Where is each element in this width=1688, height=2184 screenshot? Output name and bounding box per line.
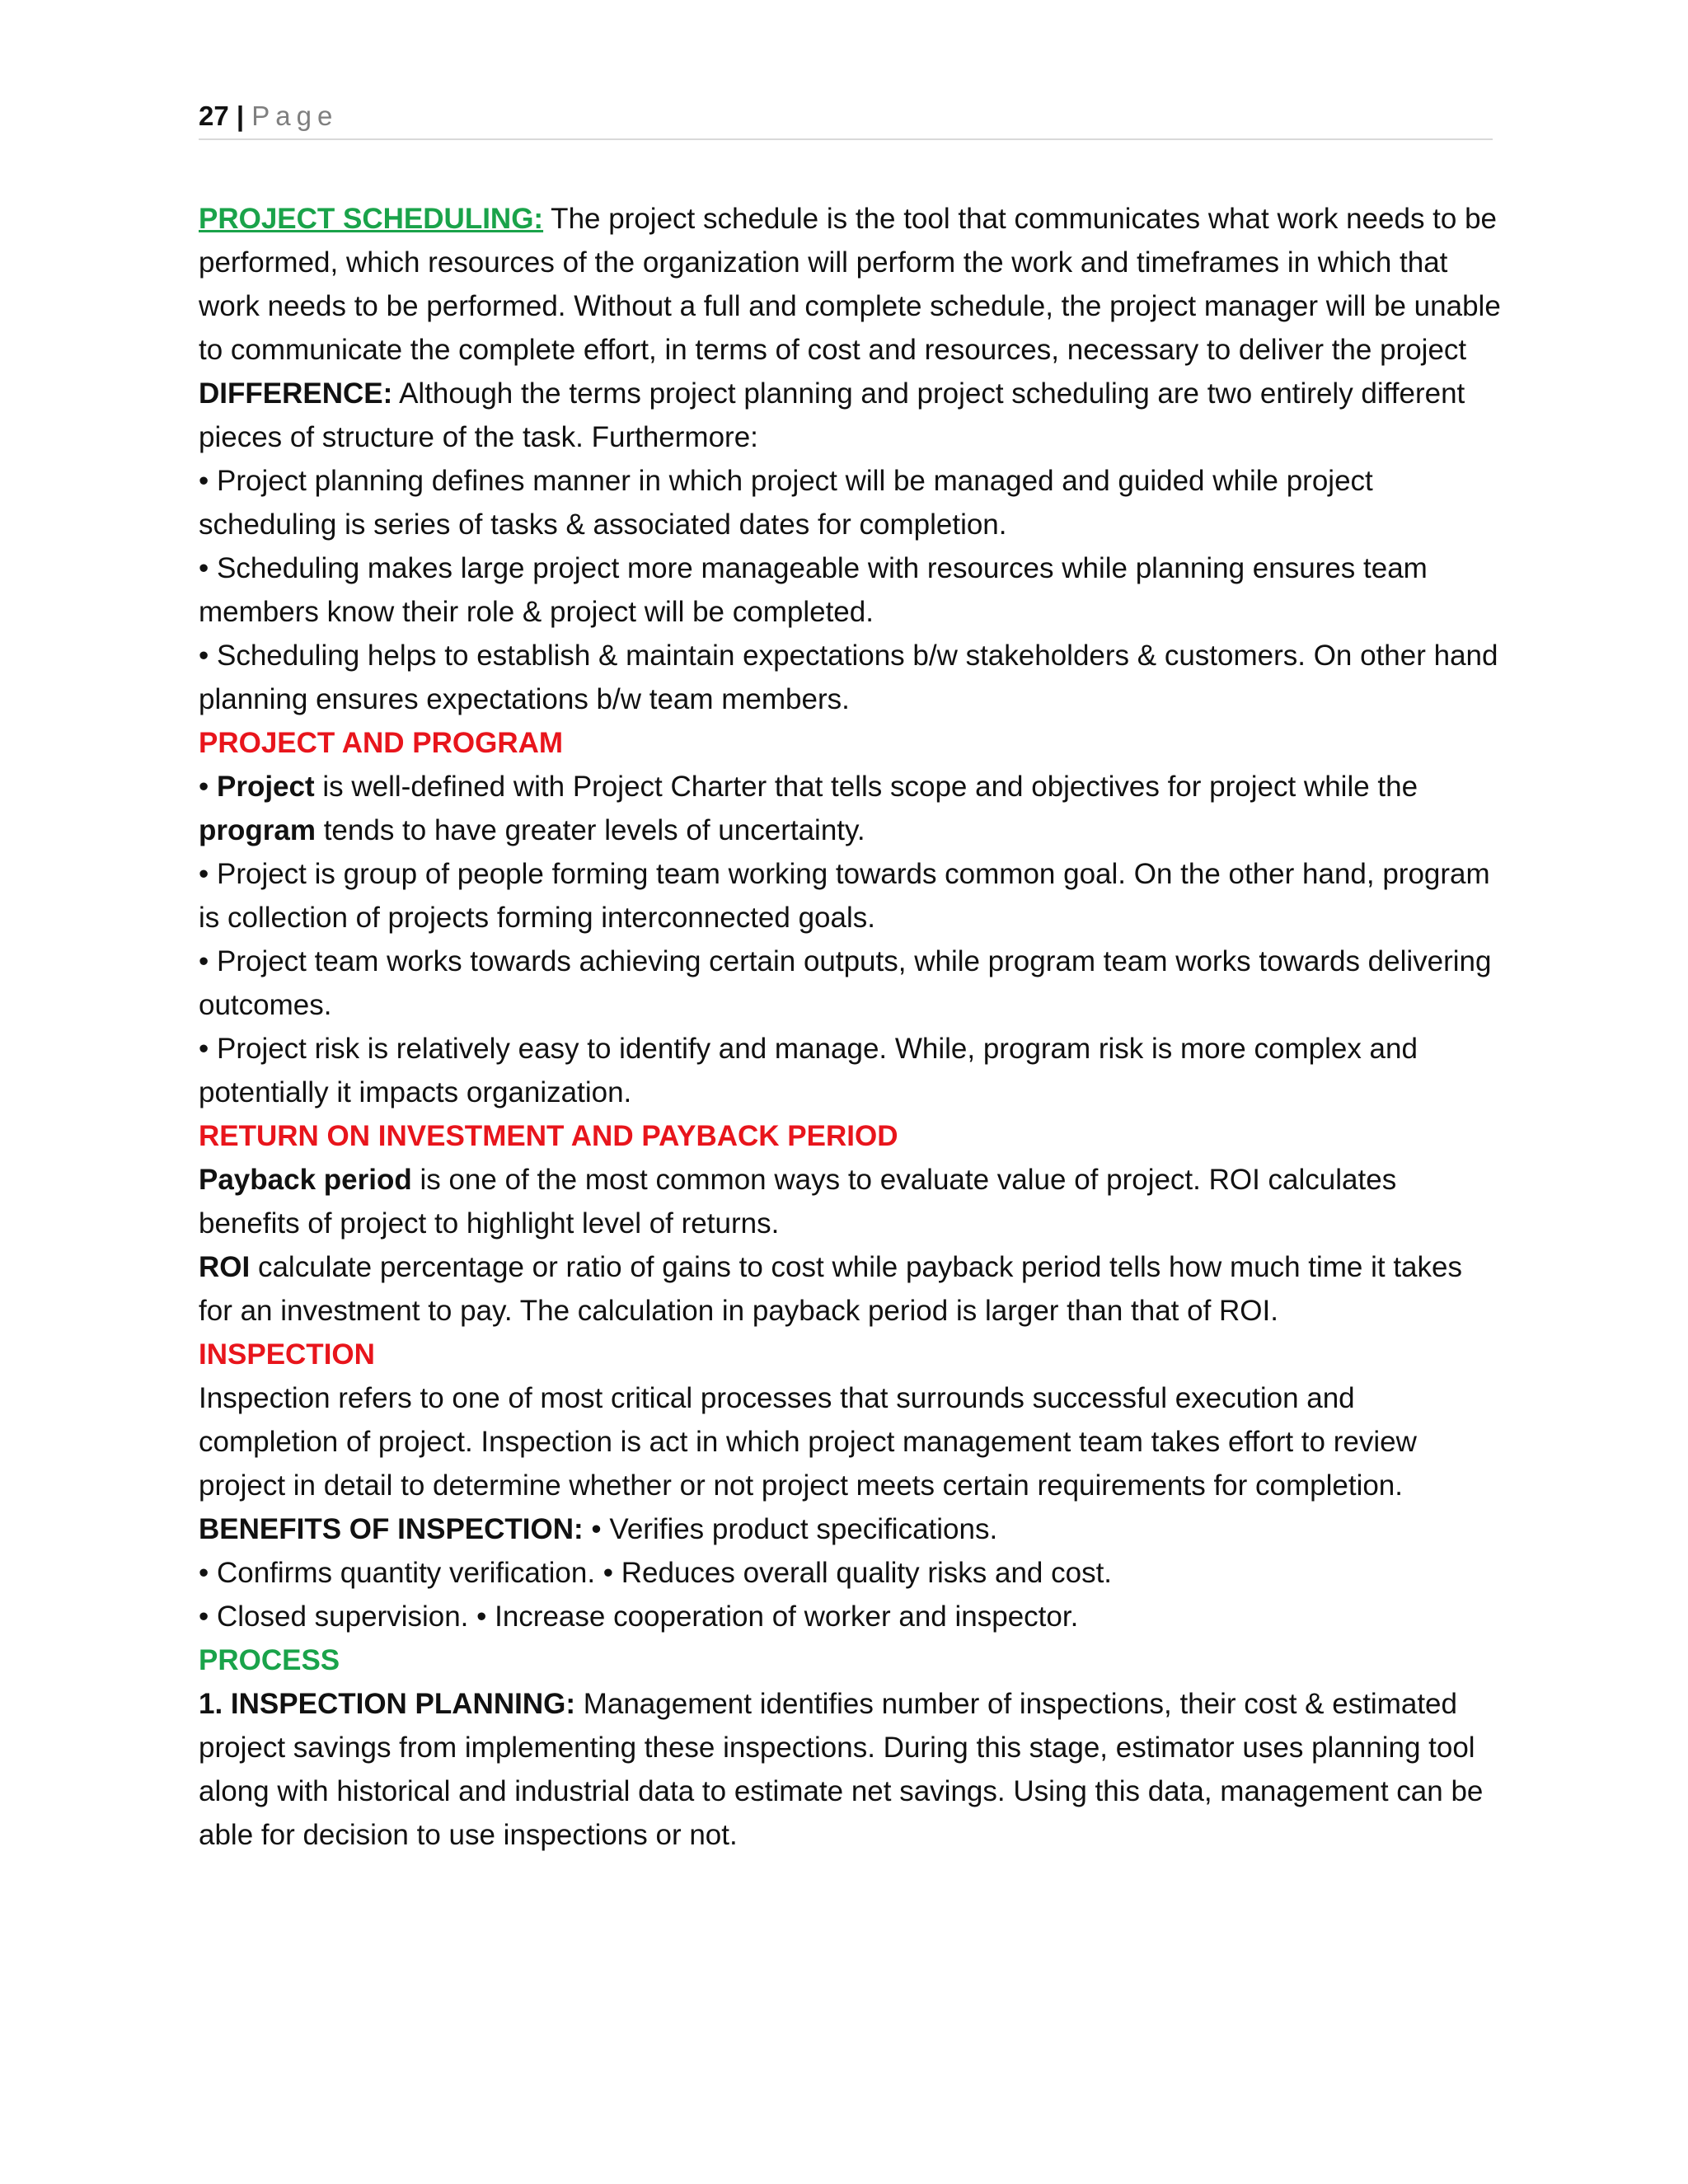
- roi-term: ROI: [199, 1251, 251, 1283]
- project-term: Project: [216, 771, 315, 803]
- scheduling-text: The project schedule is the tool that communicates what work needs to be performed, which resources of the organization will perform the work and timeframes in which that work needs to be performed. Without a full and complete schedule, the project manager will be unable to communicate the complete effort, in terms of cost and resources, necessary to deliver the project: [199, 203, 1501, 366]
- process-heading: PROCESS: [199, 1644, 340, 1676]
- benefits-text: • Verifies product specifications.: [583, 1513, 998, 1545]
- difference-bullet: • Project planning defines manner in which project will be managed and guided while project scheduling is series of tasks & associated dates for completion.: [199, 465, 1373, 541]
- difference-bullet: • Scheduling helps to establish & maintain expectations b/w stakeholders & customers. On other hand planning ensures expectations b/w team members.: [199, 640, 1498, 715]
- payback-term: Payback period: [199, 1164, 412, 1196]
- scheduling-paragraph: [199, 197, 1501, 372]
- payback-paragraph: [199, 1158, 1501, 1245]
- program-term: program: [199, 814, 316, 846]
- bullet-text: is well-defined with Project Charter that tells scope and objectives for project while the: [314, 771, 1418, 803]
- page-separator: |: [236, 101, 245, 131]
- difference-paragraph: [199, 372, 1501, 459]
- benefits-line: • Closed supervision. • Increase cooperation of worker and inspector.: [199, 1601, 1079, 1633]
- project-program-bullet: • Project risk is relatively easy to identify and manage. While, program risk is more complex and potentially it impacts organization.: [199, 1033, 1418, 1108]
- difference-label: DIFFERENCE:: [199, 377, 393, 410]
- step-text: Management identifies number of inspections, their cost & estimated project savings from implementing these inspections. During this stage, estimator uses planning tool along with historical and industrial data to estimate net savings. Using this data, management can be able for decision to use inspections or not.: [199, 1688, 1484, 1851]
- bullet-text: tends to have greater levels of uncertainty.: [315, 814, 865, 846]
- process-step: [199, 1682, 1501, 1857]
- roi-heading: RETURN ON INVESTMENT AND PAYBACK PERIOD: [199, 1120, 898, 1152]
- inspection-paragraph: Inspection refers to one of most critical processes that surrounds successful execution and completion of project. Inspection is act in which project management team takes effort to review project in detail to determine whether or not project meets certain requirements for completion.: [199, 1382, 1417, 1502]
- project-program-bullet: • Project is group of people forming team working towards common goal. On the other hand, program is collection of projects forming interconnected goals.: [199, 858, 1490, 934]
- payback-text: is one of the most common ways to evaluate value of project. ROI calculates benefits of project to highlight level of returns.: [199, 1164, 1397, 1240]
- benefits-paragraph: [199, 1507, 1501, 1551]
- roi-text: calculate percentage or ratio of gains to cost while payback period tells how much time it takes for an investment to pay. The calculation in payback period is larger than that of ROI.: [199, 1251, 1462, 1327]
- benefits-label: BENEFITS OF INSPECTION:: [199, 1513, 584, 1545]
- inspection-heading: INSPECTION: [199, 1338, 375, 1371]
- page-header: [199, 99, 1493, 140]
- document-body: [199, 197, 1501, 1857]
- roi-paragraph: [199, 1245, 1501, 1333]
- project-program-bullet: [199, 765, 1501, 852]
- page-label: Page: [251, 101, 339, 131]
- step-label: 1. INSPECTION PLANNING:: [199, 1688, 575, 1720]
- page-number: 27: [199, 101, 229, 131]
- difference-text: Although the terms project planning and project scheduling are two entirely different pieces of structure of the task. Furthermore:: [199, 377, 1465, 453]
- benefits-line: • Confirms quantity verification. • Reduces overall quality risks and cost.: [199, 1557, 1113, 1589]
- scheduling-label: PROJECT SCHEDULING:: [199, 203, 544, 235]
- project-program-bullet: • Project team works towards achieving certain outputs, while program team works towards delivering outcomes.: [199, 945, 1492, 1021]
- bullet-prefix: •: [199, 771, 217, 803]
- project-program-heading: PROJECT AND PROGRAM: [199, 727, 564, 759]
- difference-bullet: • Scheduling makes large project more manageable with resources while planning ensures team members know their role & project will be completed.: [199, 552, 1428, 628]
